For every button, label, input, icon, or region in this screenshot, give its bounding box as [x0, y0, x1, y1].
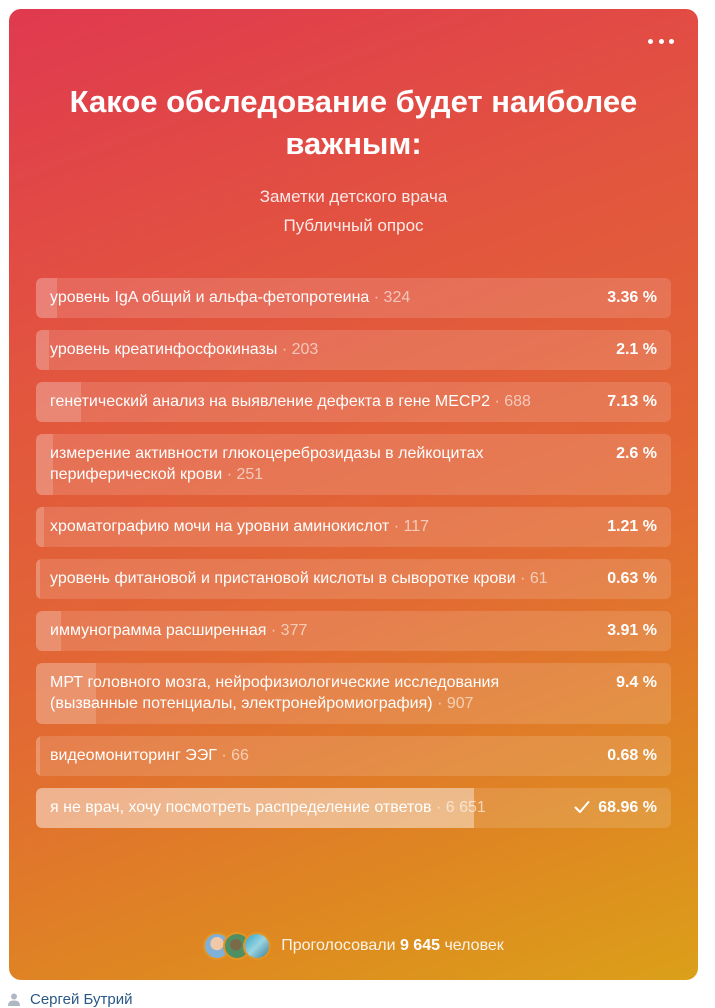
poll-option-text: [50, 797, 516, 818]
poll-option-percent-value: 1.21 %: [607, 518, 657, 535]
poll-option-label: видеомониторинг ЭЭГ: [50, 747, 217, 764]
poll-option-count: · 688: [494, 393, 531, 410]
poll-option-percent-value: 7.13 %: [607, 393, 657, 410]
poll-option-text: [50, 516, 459, 537]
poll-option-label: МРТ головного мозга, нейрофизиологические исследования (вызванные потенциалы, электронейромиография): [50, 674, 500, 712]
voted-count: 9 645: [399, 937, 440, 954]
poll-title: Какое обследование будет наиболее важным:: [69, 84, 638, 161]
poll-option-label: генетический анализ на выявление дефекта в гене MECP2: [50, 393, 491, 410]
user-icon: [8, 993, 20, 1006]
poll-option-text: [50, 391, 561, 412]
poll-option-label: уровень IgA общий и альфа-фетопротеина: [50, 289, 370, 306]
voted-unit: человек: [444, 937, 504, 954]
poll-option-count: · 6 651: [435, 799, 486, 816]
poll-option-percent: [616, 443, 657, 485]
poll-card: [9, 9, 698, 980]
poll-option-label: я не врач, хочу посмотреть распределение ответов: [50, 799, 432, 816]
poll-option-label: уровень креатинфосфокиназы: [50, 341, 278, 358]
poll-option-text: [50, 287, 440, 308]
poll-option-percent: [607, 287, 657, 308]
poll-option-text: [50, 745, 279, 766]
author-link[interactable]: [8, 991, 133, 1008]
poll-option[interactable]: [36, 788, 671, 828]
poll-option-text: [50, 443, 616, 485]
poll-option-count: · 66: [221, 747, 249, 764]
author-name: Сергей Бутрий: [30, 991, 133, 1008]
poll-type: Публичный опрос: [283, 216, 424, 235]
poll-option[interactable]: [36, 278, 671, 318]
poll-option-label: хроматографию мочи на уровни аминокислот: [50, 518, 390, 535]
poll-option-count: · 251: [226, 466, 264, 483]
poll-option-percent-value: 0.68 %: [607, 747, 657, 764]
poll-option[interactable]: [36, 382, 671, 422]
voted-label: Проголосовали: [281, 937, 396, 954]
poll-option-percent: [607, 568, 657, 589]
poll-option[interactable]: [36, 434, 671, 495]
poll-option[interactable]: [36, 330, 671, 370]
poll-option[interactable]: [36, 507, 671, 547]
poll-option-percent-value: 3.91 %: [607, 622, 657, 639]
poll-footer: [9, 932, 698, 960]
poll-option-percent: [616, 672, 657, 714]
poll-option[interactable]: [36, 736, 671, 776]
poll-subtitle: Заметки детского врача: [259, 187, 448, 206]
poll-option-text: [50, 620, 337, 641]
poll-option-percent: [574, 797, 657, 818]
poll-option[interactable]: [36, 559, 671, 599]
poll-option-count: · 324: [373, 289, 411, 306]
poll-option-percent-value: 0.63 %: [607, 570, 657, 587]
voted-summary[interactable]: [281, 937, 504, 955]
check-icon: [574, 800, 590, 814]
poll-option-percent-value: 9.4 %: [616, 674, 657, 691]
poll-option-label: иммунограмма расширенная: [50, 622, 267, 639]
poll-option-count: · 377: [270, 622, 308, 639]
avatar[interactable]: [243, 932, 271, 960]
poll-option[interactable]: [36, 663, 671, 724]
poll-option-percent-value: 2.6 %: [616, 445, 657, 462]
poll-option-text: [50, 672, 616, 714]
poll-options: [36, 278, 671, 840]
poll-option-count: · 61: [520, 570, 548, 587]
poll-option-percent-value: 68.96 %: [598, 799, 657, 816]
poll-option-label: уровень фитановой и пристановой кислоты в сыворотке крови: [50, 570, 516, 587]
poll-option-percent: [607, 391, 657, 412]
more-options-icon[interactable]: [648, 37, 674, 45]
poll-option-percent: [607, 745, 657, 766]
poll-option-percent-value: 3.36 %: [607, 289, 657, 306]
poll-option-percent: [607, 516, 657, 537]
poll-option-label: измерение активности глюкоцереброзидазы в лейкоцитах периферической крови: [50, 445, 484, 483]
voter-avatars[interactable]: [203, 932, 271, 960]
poll-option-percent-value: 2.1 %: [616, 341, 657, 358]
poll-option[interactable]: [36, 611, 671, 651]
poll-option-count: · 907: [437, 695, 474, 712]
poll-option-percent: [607, 620, 657, 641]
poll-option-text: [50, 568, 578, 589]
poll-option-count: · 203: [281, 341, 319, 358]
poll-option-percent: [616, 339, 657, 360]
poll-option-text: [50, 339, 348, 360]
poll-option-count: · 117: [393, 518, 429, 535]
